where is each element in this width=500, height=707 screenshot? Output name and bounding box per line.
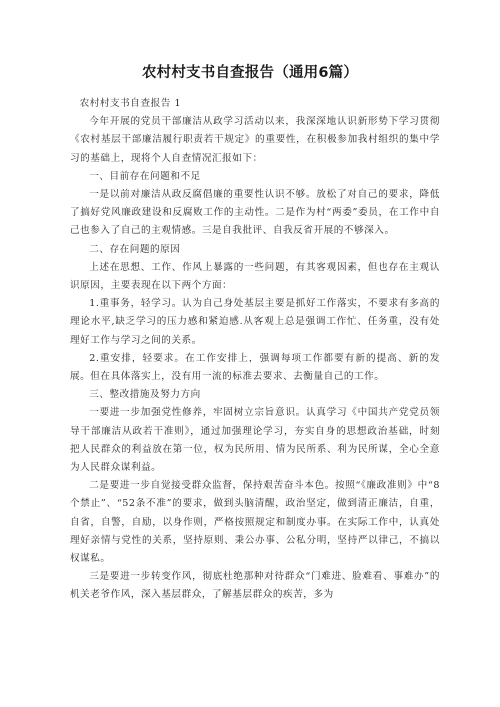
paragraph-cause-1: 1.重事务，轻学习。认为自己身处基层主要是抓好工作落实，不要求有多高的理论水平,缺乏学习的压力感和紧迫感.从客观上总是强调工作忙、任务重，没有处理好工作与学习之间的关系。 [70,298,440,346]
paragraph-measure-2: 二是要进一步自觉接受群众监督，保持艰苦奋斗本色。按照“《廉政准则》中“8个禁止”、“52条不准”的要求，做到头脑清醒，政治坚定，做到清正廉洁，自重，自省，自警，自励，以身作则，严格按照规定和制度办事。在实际工作中，认真处理好亲情与党性的关系，坚持原则、秉公办事、公私分明，坚持严以律己，不搞以权谋私。 [70,480,440,565]
paragraph-causes-intro: 上述在思想、工作、作风上暴露的一些问题，有其客观因素，但也存在主观认识原因，主要表现在以下两个方面： [70,261,440,292]
document-title: 农村村支书自查报告（通用6篇） [141,65,359,81]
document-subtitle: 农村村支书自查报告 1 [79,98,182,109]
document-body [70,95,440,605]
paragraph-intro: 今年开展的党员干部廉洁从政学习活动以来，我深深地认识新形势下学习贯彻《农村基层干部廉洁履行职责若干规定》的重要性，在积极参加我村组织的集中学习的基础上，现将个人自查情况汇报如下： [70,116,440,164]
paragraph-measure-1: 一要进一步加强党性修养，牢固树立宗旨意识。认真学习《中国共产党党员领导干部廉洁从政若干准则》，通过加强理论学习，夯实自身的思想政治基础，时刻把人民群众的利益放在第一位，权为民所用、情为民所系、利为民所谋，全心全意为人民群众谋利益。 [70,407,440,474]
paragraph-cause-2: 2.重安排，轻要求。在工作安排上，强调每项工作都要有新的提高、新的发展。但在具体落实上，没有用一流的标准去要求、去衡量自己的工作。 [70,352,440,383]
section-heading-causes: 二、存在问题的原因 [89,243,181,255]
paragraph-measure-3: 三是要进一步转变作风，彻底杜绝那种对待群众“门难进、脸难看、事难办”的机关老爷作风，深入基层群众，了解基层群众的疾苦，多为 [70,571,440,601]
section-heading-problems: 一、目前存在问题和不足 [89,170,201,182]
paragraph-problems: 一是以前对廉洁从政反腐倡廉的重要性认识不够。放松了对自己的要求，降低了搞好党风廉政建设和反腐败工作的主动性。二是作为村“两委”委员，在工作中自己也参入了自己的主观情感。三是自我批评、自我反省开展的不够深入。 [70,189,440,237]
section-heading-measures: 三、整改措施及努力方向 [89,389,201,401]
